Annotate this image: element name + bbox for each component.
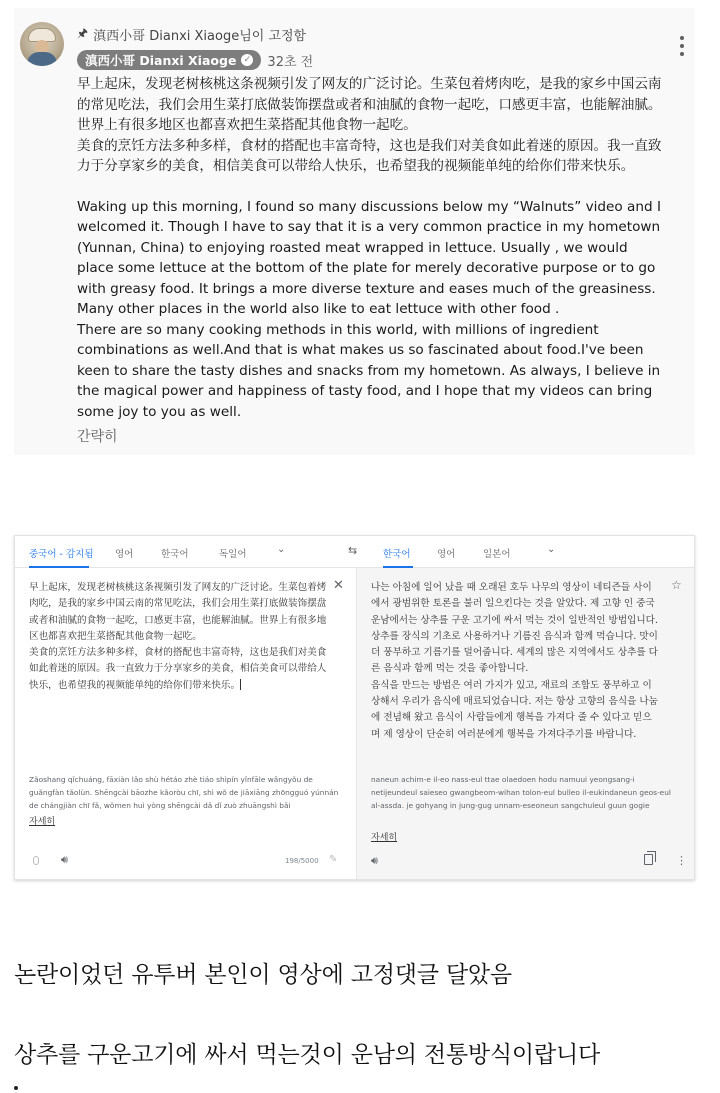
source-text-input[interactable] bbox=[29, 580, 329, 694]
source-tab-german[interactable]: 독일어 bbox=[219, 549, 247, 560]
microphone-icon[interactable] bbox=[33, 856, 39, 865]
swap-languages-icon[interactable]: ⇆ bbox=[348, 544, 358, 557]
pinned-comment bbox=[14, 8, 695, 455]
handwriting-pen-icon[interactable]: ✎ bbox=[329, 854, 338, 865]
comment-paragraph-en-2: There are so many cooking methods in this world, with millions of ingredient combinations as well.And that is what makes us so fascinated about food.I've been keen to share the tasty dishes and snacks from my hometown. As always, I believe in the magical power and happiness of tasty food, and I hope that my videos can bring some joy to you as well. bbox=[77, 321, 661, 420]
comment-body bbox=[77, 74, 667, 422]
translation-text: 나는 아침에 일어 났을 때 오래된 호두 나무의 영상이 네티즌들 사이에서 광범위한 토론을 불러 일으킨다는 것을 알았다. 제 고향 인 중국 운남에서는 상추를 구운 고기에 싸서 먹는 것이 일반적인 방법입니다. 상추를 장식의 기초로 사용하거나 기름진 음식과 함께 먹습니다. 맛이 더 풍부하고 기름기를 덜어줍니다. 세계의 많은 지역에서도 상추를 다른 음식과 함께 먹는 것을 좋아합니다. 음식을 만드는 방법은 여러 가지가 있고, 재료의 조합도 풍부하고 이상해서 우리가 음식에 매료되었습니다. 저는 항상 고향의 음식을 나눔에 전념해 왔고 음식이 사람들에게 행복을 가져다 줄 수 있다고 믿으며 제 영상이 단순히 여러분에게 행복을 가져다주기를 바랍니다. bbox=[371, 582, 658, 740]
text-cursor bbox=[240, 679, 241, 690]
bullet-dot bbox=[14, 1086, 18, 1090]
active-source-underline bbox=[29, 566, 89, 568]
pin-icon: 🖈︎ bbox=[77, 26, 89, 40]
save-star-icon[interactable]: ☆ bbox=[671, 578, 682, 592]
comment-menu-icon[interactable] bbox=[675, 36, 689, 56]
source-tab-korean[interactable]: 한국어 bbox=[161, 549, 189, 560]
author-name-chip[interactable] bbox=[77, 50, 261, 70]
more-options-icon[interactable]: ⋮ bbox=[676, 854, 687, 867]
target-tab-english[interactable]: 영어 bbox=[437, 549, 456, 560]
target-language-chevron-down-icon[interactable]: ⌄ bbox=[547, 544, 556, 555]
comment-paragraph-zh-2: 美食的烹饪方法多种多样，食材的搭配也丰富奇特，这也是我们对美食如此着迷的原因。我一直致力于分享家乡的美食，相信美食可以带给人快乐，也希望我的视频能单纯的给你们带来快乐。 bbox=[77, 137, 662, 174]
comment-paragraph-zh-1: 早上起床，发现老树核桃这条视频引发了网友的广泛讨论。生菜包着烤肉吃，是我的家乡中国云南的常见吃法，我们会用生菜打底做装饰摆盘或者和油腻的食物一起吃，口感更丰富，也能解油腻。世界上有很多地区也都喜欢把生菜搭配其他食物一起吃。 bbox=[77, 76, 662, 133]
character-count: 198/5000 bbox=[285, 857, 319, 865]
source-tab-english[interactable]: 영어 bbox=[115, 549, 134, 560]
author-avatar[interactable] bbox=[20, 22, 64, 66]
source-language-chevron-down-icon[interactable]: ⌄ bbox=[277, 544, 286, 555]
source-more-link[interactable]: 자세히 bbox=[29, 817, 56, 827]
post-caption-2: 상추를 구운고기에 싸서 먹는것이 운남의 전통방식이랍니다 bbox=[14, 1042, 601, 1068]
pinned-indicator bbox=[77, 24, 306, 45]
translate-panel bbox=[14, 535, 695, 880]
source-tab-detected[interactable]: 중국어 - 감지됨 bbox=[29, 549, 94, 560]
clear-source-close-icon[interactable]: ✕ bbox=[333, 578, 344, 593]
pinned-label: 滇西小哥 Dianxi Xiaoge님이 고정함 bbox=[93, 29, 307, 44]
comment-header bbox=[77, 50, 313, 70]
target-tab-korean[interactable]: 한국어 bbox=[383, 549, 411, 560]
target-more-link[interactable]: 자세히 bbox=[371, 833, 398, 843]
target-romanization: naneun achim-e il-eo nass-eul ttae olaedoen hodu namuui yeongsang-i netijeundeul saieseo gwangbeom-wihan tolon-eul bulleo il-eukindaneun geos-eul al-assda. je gohyang in jung-gug unnam-eseoneun sangchuleul guun gogie bbox=[371, 775, 671, 810]
source-romanization: Zǎoshang qǐchuáng, fāxiàn lǎo shù hétáo zhè tiáo shìpín yǐnfāle wǎngyǒu de guǎngfàn tǎolùn. Shēngcài bāozhe kǎoròu chī, shì wǒ de jiāxiāng zhōngguó yúnnán de chángjiàn chī fǎ, wǒmen huì yòng shēngcài dǎ dǐ zuò zhuāngshì bǎi bbox=[29, 775, 339, 810]
comment-timestamp[interactable]: 32초 전 bbox=[267, 54, 314, 70]
target-speaker-icon[interactable]: 🔊︎ bbox=[371, 854, 378, 867]
author-name: 滇西小哥 Dianxi Xiaoge bbox=[85, 53, 237, 68]
post-caption-1: 논란이었던 유투버 본인이 영상에 고정댓글 달았음 bbox=[14, 962, 512, 988]
show-less-button[interactable]: 간략히 bbox=[77, 429, 118, 445]
source-text: 早上起床，发现老树核桃这条视频引发了网友的广泛讨论。生菜包着烤肉吃，是我的家乡中国云南的常见吃法，我们会用生菜打底做装饰摆盘或者和油腻的食物一起吃，口感更丰富，也能解油腻。世界上有很多地区也都喜欢把生菜搭配其他食物一起吃。 美食的烹饪方法多种多样，食材的搭配也丰富奇特，这也是我们对美食如此着迷的原因。我一直致力于分享家乡的美食，相信美食可以带给人快乐，也希望我的视频能单纯的给你们带来快乐。 bbox=[29, 582, 327, 691]
source-speaker-icon[interactable]: 🔊︎ bbox=[61, 853, 68, 866]
copy-icon[interactable] bbox=[644, 854, 653, 865]
comment-paragraph-en-1: Waking up this morning, I found so many discussions below my “Walnuts” video and I welcomed it. Though I have to say that it is a very common practice in my hometown (Yunnan, China) to enjoying roasted meat wrapped in lettuce. Usually , we would place some lettuce at the bottom of the plate for merely decorative purpose or to go with greasy food. It brings a more diverse texture and eases much of the greasiness. Many other places in the world also like to eat lettuce with other food . bbox=[77, 198, 661, 317]
language-bar bbox=[15, 536, 694, 568]
source-footer bbox=[15, 846, 356, 880]
target-tab-japanese[interactable]: 일본어 bbox=[483, 549, 511, 560]
verified-check-icon: ✓ bbox=[241, 54, 253, 66]
